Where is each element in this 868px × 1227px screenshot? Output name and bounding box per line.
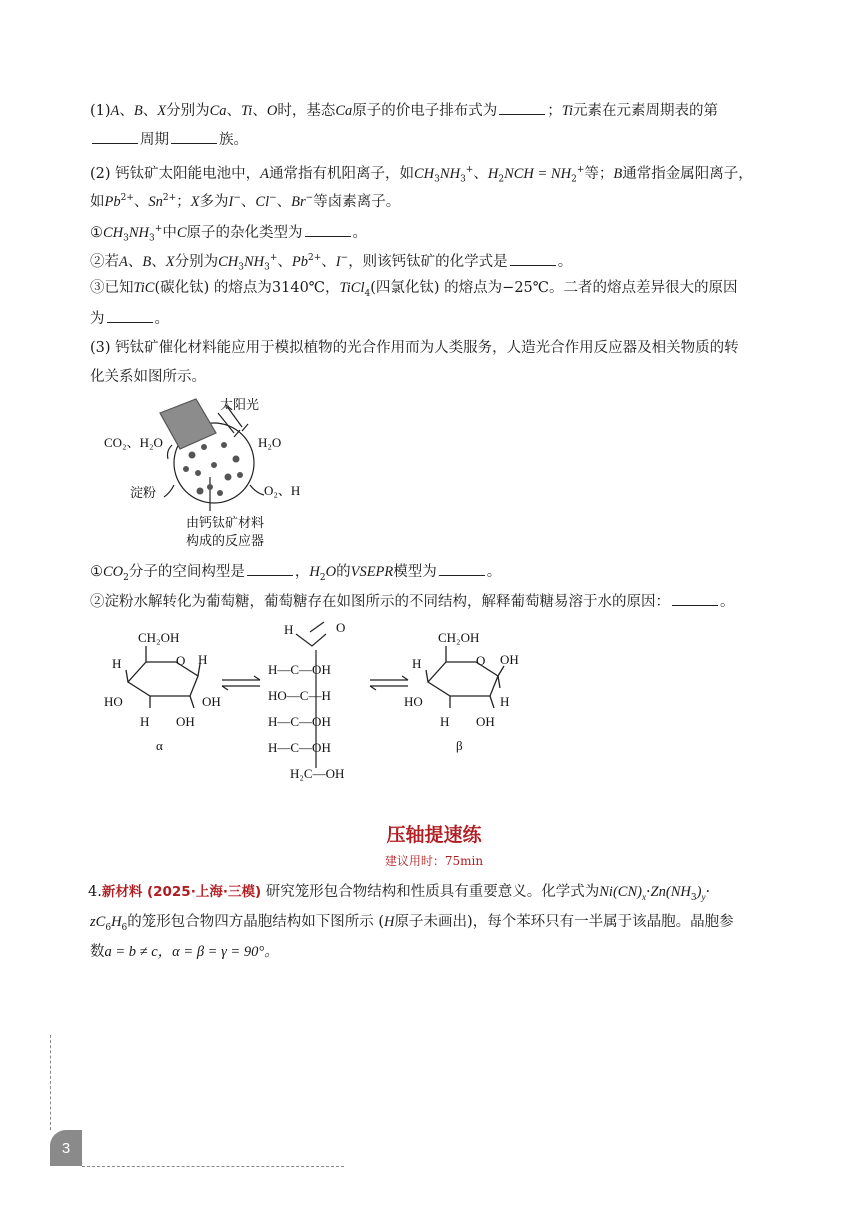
h-beta: H [412, 656, 422, 671]
ho-beta: HO [404, 694, 423, 709]
caption-1: 由钙钛矿材料 [186, 515, 265, 530]
answer-blank[interactable] [107, 310, 153, 323]
oh-alpha-2: OH [176, 714, 195, 729]
starch-label: 淀粉 [130, 485, 157, 500]
answer-blank[interactable] [499, 102, 545, 115]
caption-2: 构成的反应器 [186, 533, 265, 548]
q4-line2: $zC_6H_6$的笼形包合物四方晶胞结构如下图所示 (H原子未画出)，每个苯环只有一半属于该晶胞。晶胞参 [90, 914, 734, 933]
answer-blank[interactable] [92, 131, 138, 144]
output-label: O₂、H [264, 483, 301, 498]
footer-dashed-line [82, 1166, 344, 1167]
h-alpha-3: H [140, 714, 150, 729]
chain-4: H—C—OH [268, 740, 331, 755]
q3-sub2: ②淀粉水解转化为葡萄糖，葡萄糖存在如图所示的不同结构，解释葡萄糖易溶于水的原因： 。 [90, 594, 735, 610]
margin-dashed-line [50, 1035, 51, 1130]
h-alpha: H [112, 656, 122, 671]
q2-sub3: ③已知TiC(碳化钛) 的熔点为3140℃，TiCl$_4$(四氯化钛) 的熔点为−25℃。二者的熔点差异很大的原因 [90, 280, 738, 299]
q2-sub2: ②若A、B、X分别为$CH_3NH_3^+$、$Pb^{2+}$、I−，则该钙钛矿的化学式是 。 [90, 253, 573, 273]
sun-label: 太阳光 [220, 397, 260, 412]
q2-sub1: $①CH_3NH_3^+$中C原子的杂化类型为 。 [90, 224, 367, 244]
h-beta-3: H [440, 714, 450, 729]
alpha-label: α [156, 738, 163, 753]
oh-beta-1: OH [500, 652, 519, 667]
answer-blank[interactable] [510, 253, 556, 266]
q4-line1: 4.新材料 (2025·上海·三模) 研究笼形包合物结构和性质具有重要意义。化学式为$Ni(CN)_x\cdot Zn(NH_3)_y\cdot$ [88, 884, 711, 903]
chain-1: H—C—OH [268, 662, 331, 677]
chain-5: H₂C—OH [290, 766, 345, 781]
q2-line1: (2) 钙钛矿太阳能电池中，A通常指有机阳离子，如$CH_3NH_3^+$、$H_2NCH = NH_2^+$等；B通常指金属阳离子， [90, 165, 753, 185]
section-subtitle: 建议用时：75min [384, 854, 484, 868]
ch2oh-beta: CH₂OH [438, 630, 480, 645]
ho-alpha: HO [104, 694, 123, 709]
glucose-structures [100, 618, 540, 788]
answer-blank[interactable] [439, 563, 485, 576]
answer-blank[interactable] [247, 563, 293, 576]
q3-sub1: $①CO_2$分子的空间构型是 ，$H_2O$的VSEPR模型为 。 [90, 564, 502, 583]
open-o: O [336, 620, 346, 635]
ring-o-alpha: O [176, 653, 186, 668]
input-label: CO₂、H₂O [104, 435, 163, 450]
chain-3: H—C—OH [268, 714, 331, 729]
q4-line3: 数a = b ≠ c，α = β = γ = 90°。 [90, 944, 279, 960]
q3-line1: (3) 钙钛矿催化材料能应用于模拟植物的光合作用而为人类服务，人造光合作用反应器及相关物质的转 [90, 340, 739, 356]
reactor-diagram [100, 393, 320, 553]
oh-alpha: OH [202, 694, 221, 709]
answer-blank[interactable] [305, 224, 351, 237]
water-label: H₂O [258, 435, 282, 450]
answer-blank[interactable] [171, 131, 217, 144]
q1-line2: 周期 族。 [90, 130, 248, 150]
answer-blank[interactable] [672, 593, 718, 606]
q2-sub3-line2: 为 。 [90, 311, 169, 327]
ring-o-beta: O [476, 653, 486, 668]
beta-label: β [456, 738, 463, 753]
page-number: 3 [50, 1130, 82, 1166]
q1-line1: (1)A、B、X分别为Ca、Ti、O时，基态Ca原子的价电子排布式为 ；Ti元素在元素周期表的第 [90, 103, 719, 119]
h-alpha-2: H [198, 652, 208, 667]
q3-line2: 化关系如图所示。 [90, 369, 206, 385]
open-h: H [284, 622, 294, 637]
h-beta-2: H [500, 694, 510, 709]
ch2oh-alpha: CH₂OH [138, 630, 180, 645]
q2-line2: 如$Pb^{2+}$、$Sn^{2+}$；X多为I−、Cl−、Br−等卤素离子。 [90, 193, 401, 210]
oh-beta-2: OH [476, 714, 495, 729]
section-title: 压轴提速练 [386, 824, 482, 846]
chain-2: HO—C—H [268, 688, 331, 703]
